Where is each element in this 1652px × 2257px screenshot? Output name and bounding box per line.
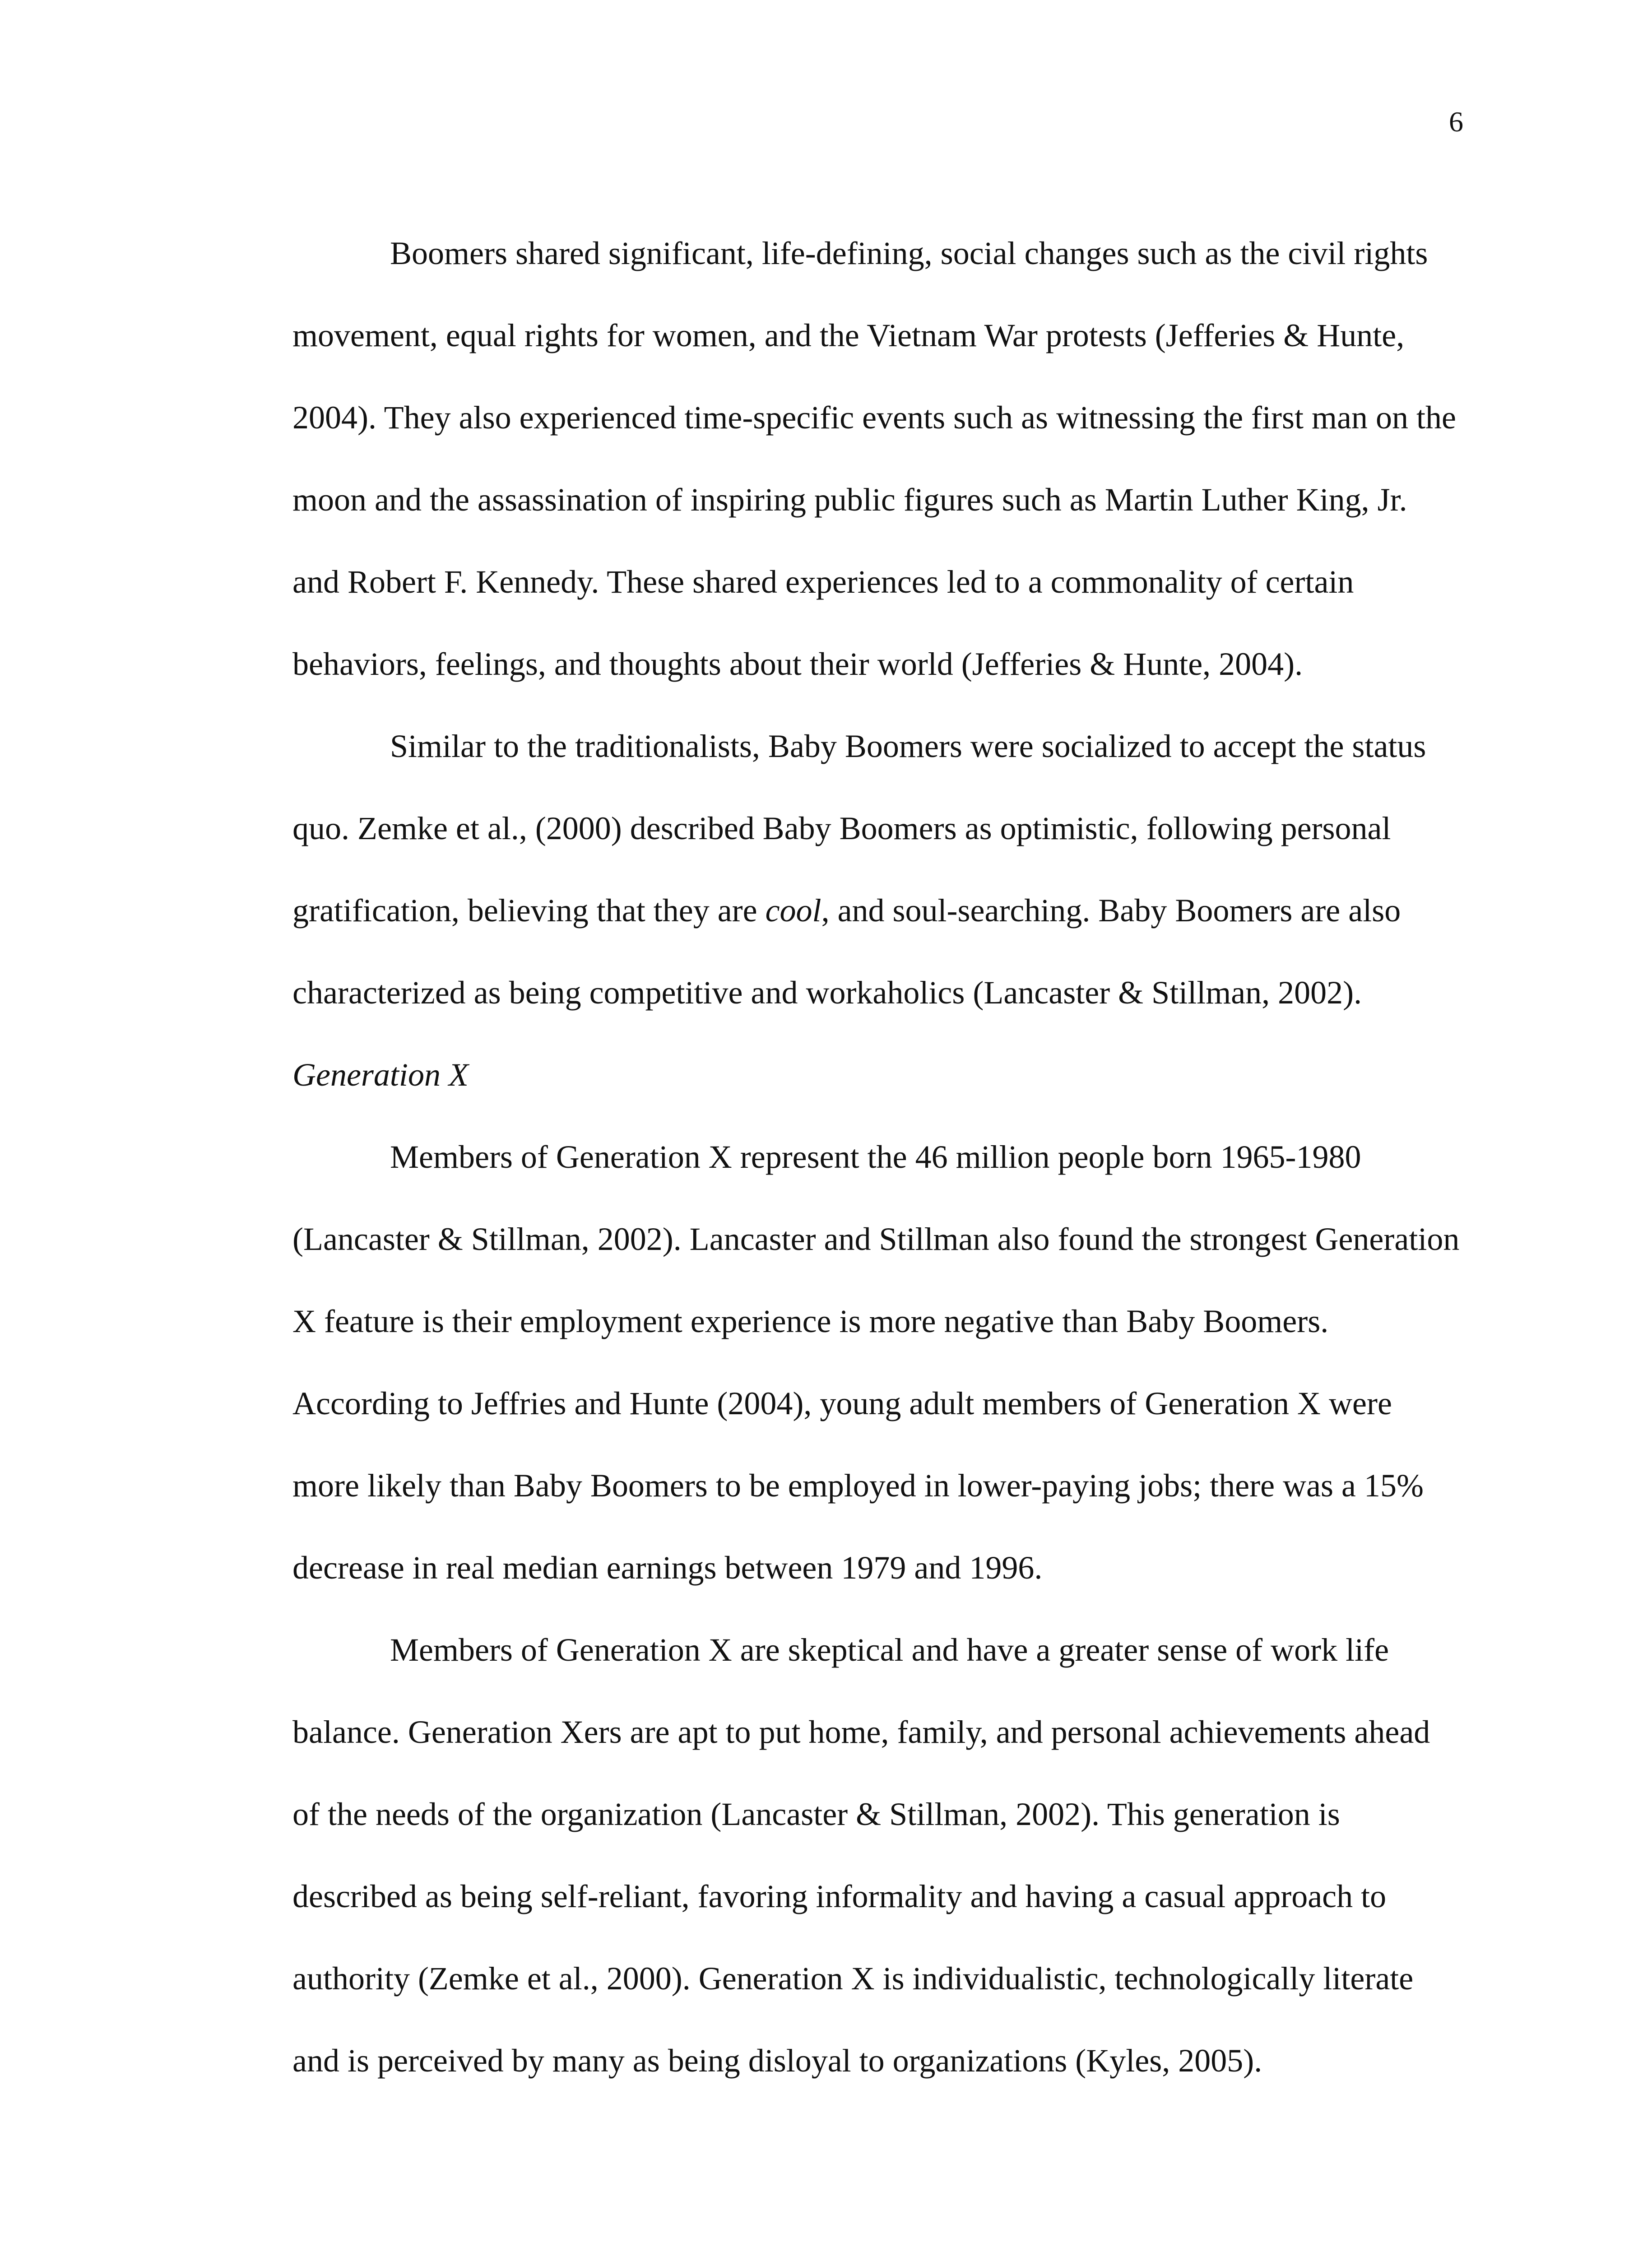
text-line: Members of Generation X are skeptical and have a greater sense of work life bbox=[390, 1632, 1389, 1668]
text-line: more likely than Baby Boomers to be employed in lower-paying jobs; there was a 15% bbox=[292, 1468, 1424, 1504]
text-line: of the needs of the organization (Lancaster & Stillman, 2002). This generation is bbox=[292, 1796, 1340, 1832]
paragraph bbox=[292, 705, 1466, 1034]
text-line: behaviors, feelings, and thoughts about their world (Jefferies & Hunte, 2004). bbox=[292, 646, 1303, 682]
italic-term: cool bbox=[765, 892, 821, 929]
page-number: 6 bbox=[1449, 106, 1463, 138]
text-line: described as being self-reliant, favoring informality and having a casual approach to bbox=[292, 1878, 1387, 1914]
text-line: 2004). They also experienced time-specific events such as witnessing the first man on the bbox=[292, 399, 1456, 436]
text-line: and Robert F. Kennedy. These shared experiences led to a commonality of certain bbox=[292, 564, 1354, 600]
text-line: Boomers shared significant, life-defining, social changes such as the civil rights bbox=[390, 235, 1428, 271]
text-fragment: , and soul-searching. Baby Boomers are also bbox=[821, 892, 1401, 929]
paragraph bbox=[292, 1609, 1466, 2102]
text-line: movement, equal rights for women, and the Vietnam War protests (Jefferies & Hunte, bbox=[292, 317, 1405, 353]
text-line: quo. Zemke et al., (2000) described Baby Boomers as optimistic, following personal bbox=[292, 810, 1391, 846]
paragraph bbox=[292, 1116, 1466, 1609]
text-line: authority (Zemke et al., 2000). Generation X is individualistic, technologically literate bbox=[292, 1960, 1414, 1997]
text-line bbox=[292, 869, 1466, 952]
section-heading: Generation X bbox=[292, 1057, 469, 1093]
text-line: Similar to the traditionalists, Baby Boomers were socialized to accept the status bbox=[390, 728, 1426, 764]
text-line: characterized as being competitive and workaholics (Lancaster & Stillman, 2002). bbox=[292, 975, 1362, 1011]
text-line: Members of Generation X represent the 46 million people born 1965-1980 bbox=[390, 1139, 1361, 1175]
text-line: moon and the assassination of inspiring public figures such as Martin Luther King, Jr. bbox=[292, 482, 1407, 518]
document-body bbox=[292, 212, 1466, 2102]
paragraph bbox=[292, 212, 1466, 705]
text-line: (Lancaster & Stillman, 2002). Lancaster and Stillman also found the strongest Generation bbox=[292, 1221, 1460, 1257]
text-line: According to Jeffries and Hunte (2004), young adult members of Generation X were bbox=[292, 1385, 1392, 1421]
text-line: and is perceived by many as being disloyal to organizations (Kyles, 2005). bbox=[292, 2043, 1262, 2079]
text-line: decrease in real median earnings between 1979 and 1996. bbox=[292, 1550, 1043, 1586]
text-line: balance. Generation Xers are apt to put home, family, and personal achievements ahead bbox=[292, 1714, 1430, 1750]
text-fragment: gratification, believing that they are bbox=[292, 892, 766, 929]
text-line: X feature is their employment experience is more negative than Baby Boomers. bbox=[292, 1303, 1329, 1339]
